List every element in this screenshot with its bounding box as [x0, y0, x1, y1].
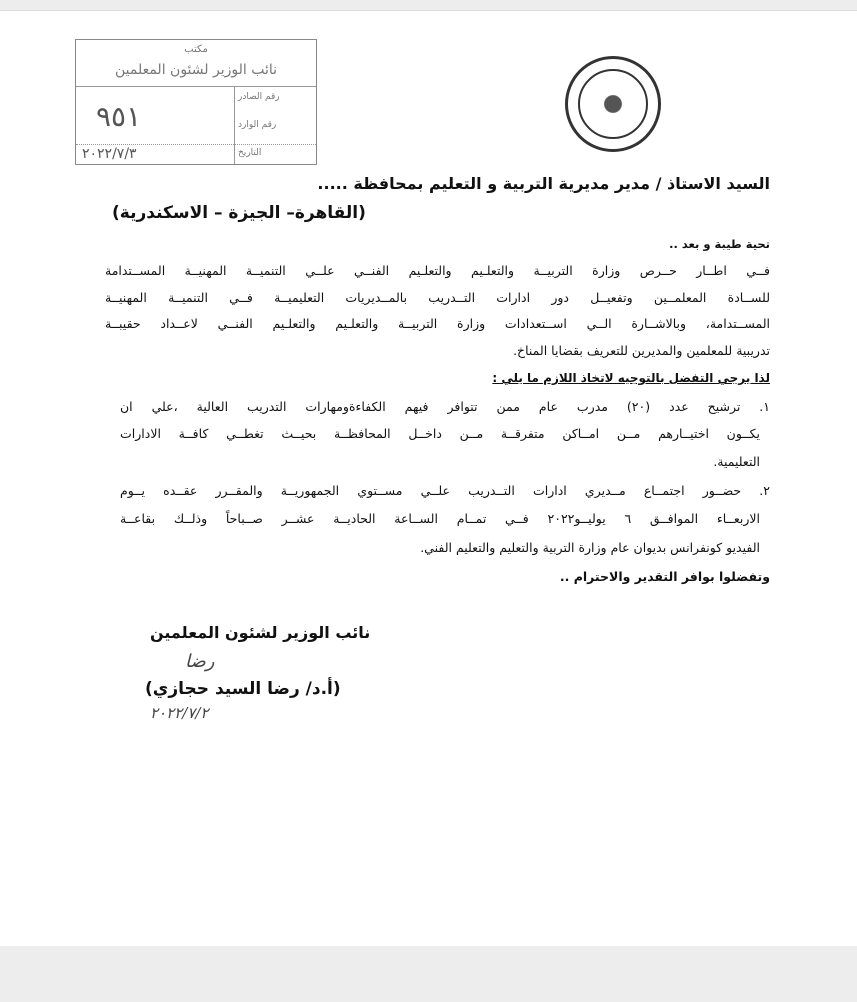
stamp-incoming-label: رقم الوارد [238, 120, 277, 130]
governorates: (القاهرة– الجيزة – الاسكندرية) [112, 203, 366, 223]
paragraph-line: تدريبية للمعلمين والمديرين للتعريف بقضايا المناخ. [513, 343, 770, 358]
stamp-outgoing-label: رقم الصادر [238, 92, 280, 102]
signed-date: ٢٠٢٢/٧/٢ [150, 704, 209, 722]
list-item-line: الفيديو كونفرانس بديوان عام وزارة التربية والتعليم والتعليم الفني. [420, 540, 760, 555]
stamp-date-label: التاريخ [238, 148, 262, 158]
closing: وتفضلوا بوافر التقدير والاحترام .. [559, 569, 770, 584]
stamp-date: ٢٠٢٢/٧/٣ [82, 146, 137, 162]
list-item-line: ١. ترشيح عدد (٢٠) مدرب عام ممن تتوافر فيهم الكفاءةومهارات التدريب العالية ،علي ان [120, 399, 770, 414]
signature: رضا [185, 651, 215, 672]
list-item-line: ٢. حضــور اجتمــاع مــديري ادارات التــدريب علــي مســتوي الجمهوريــة والمقــرر عقــده يــوم [120, 483, 770, 498]
ministry-seal-logo [565, 56, 661, 152]
request-line: لذا يرجي التفضل بالتوجيه لاتخاذ اللازم ما يلي : [492, 371, 770, 385]
paragraph-line: فــي اطــار حــرص وزارة التربيــة والتعلـيم والتعلـيم الفنــي علــي التنميــة المهنيــة المســتدامة [105, 263, 770, 278]
paragraph-line: المســتدامة، وبالاشــارة الــي اســتعدادات وزارة التربيــة والتعلـيم والتعلـيم الفنــي لاعــداد حقيبــة [105, 316, 770, 331]
document-page [0, 10, 857, 946]
registry-stamp [75, 39, 317, 165]
stamp-office-name: نائب الوزير لشئون المعلمين [114, 62, 278, 78]
signatory-name: (أ.د/ رضا السيد حجازي) [145, 679, 341, 699]
paragraph-line: للســادة المعلمــين وتفعيــل دور ادارات التــدريب بالمــديريات التعليميــة فــي التنميــة المهنيــة [105, 290, 770, 305]
addressee: السيد الاستاذ / مدير مديرية التربية و التعليم بمحافظة ..... [317, 174, 770, 193]
stamp-number: ٩٥١ [96, 100, 142, 133]
list-item-line: التعليمية. [713, 454, 760, 469]
greeting: تحية طيبة و بعد .. [669, 237, 770, 251]
stamp-office: مكتب [184, 44, 208, 55]
list-item-line: الاربعــاء الموافــق ٦ يوليــو٢٠٢٢ فــي تمــام الســاعة الحاديــة عشــر صــباحاً وذلــك بقاعــة [120, 511, 760, 526]
signatory-title: نائب الوزير لشئون المعلمين [150, 623, 371, 642]
list-item-line: يكــون اختيــارهم مــن امــاكن متفرقــة مــن داخــل المحافظــة بحيــث تغطــي كافــة الادارات [120, 426, 760, 441]
